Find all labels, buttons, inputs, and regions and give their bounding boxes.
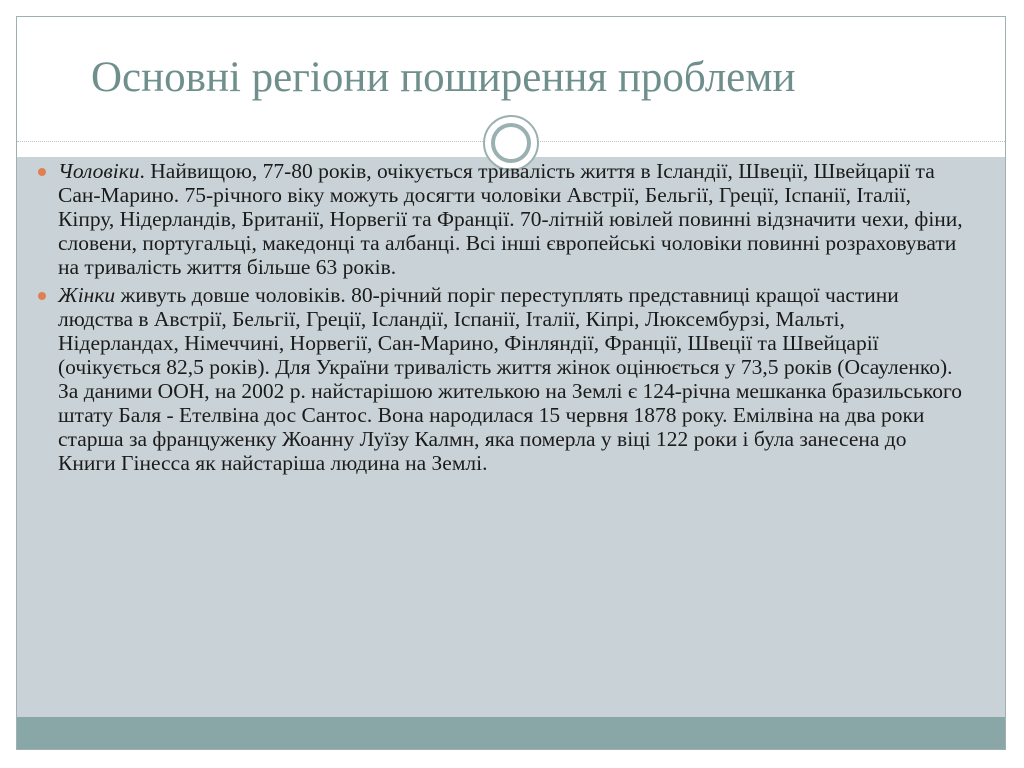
- bullet-lead-women: Жінки: [58, 283, 116, 307]
- bullet-item-men: [36, 159, 966, 279]
- slide-title: Основні регіони поширення проблеми: [91, 54, 796, 101]
- bullet-item-women: [36, 283, 966, 475]
- bottom-bar: [17, 717, 1005, 750]
- bullet-list: [36, 159, 966, 479]
- bullet-dot-icon: [38, 168, 46, 176]
- inner-ring: [491, 123, 531, 163]
- bullet-text-women: живуть довше чоловіків. 80-річний поріг переступлять представниці кращої частини людства в Австрії, Бельгії, Греції, Ісландії, Іспанії, Італії, Кіпрі, Люксембурзі, Мальті, Нідерландах, Німеччині, Норвегії, Сан-Марино, Фінляндії, Франції, Швеції та Швейцарії (очікується 82,5 років). Для України тривалість життя жінок оцінюється у 73,5 років (Осауленко). За даними ООН, на 2002 р. найстарішою жителькою на Землі є 124-річна мешканка бразильського штату Баля - Етелвіна дос Сантос. Вона народилася 15 червня 1878 року. Емілвіна на два роки старша за француженку Жоанну Луїзу Калмн, яка померла у віці 122 роки і була занесена до Книги Гінесса як найстаріша людина на Землі.: [58, 283, 962, 475]
- bullet-dot-icon: [38, 292, 46, 300]
- bullet-lead-men: Чоловіки: [58, 159, 140, 183]
- bullet-text-men: . Найвищою, 77-80 років, очікується тривалість життя в Ісландії, Швеції, Швейцарії та Сан-Марино. 75-річного віку можуть досягти чоловіки Австрії, Бельгії, Греції, Іспанії, Італії, Кіпру, Нідерландів, Британії, Норвегії та Франції. 70-літній ювілей повинні відзначити чехи, фіни, словени, португальці, македонці та албанці. Всі інші європейські чоловіки повинні розраховувати на тривалість життя більше 63 років.: [58, 159, 963, 279]
